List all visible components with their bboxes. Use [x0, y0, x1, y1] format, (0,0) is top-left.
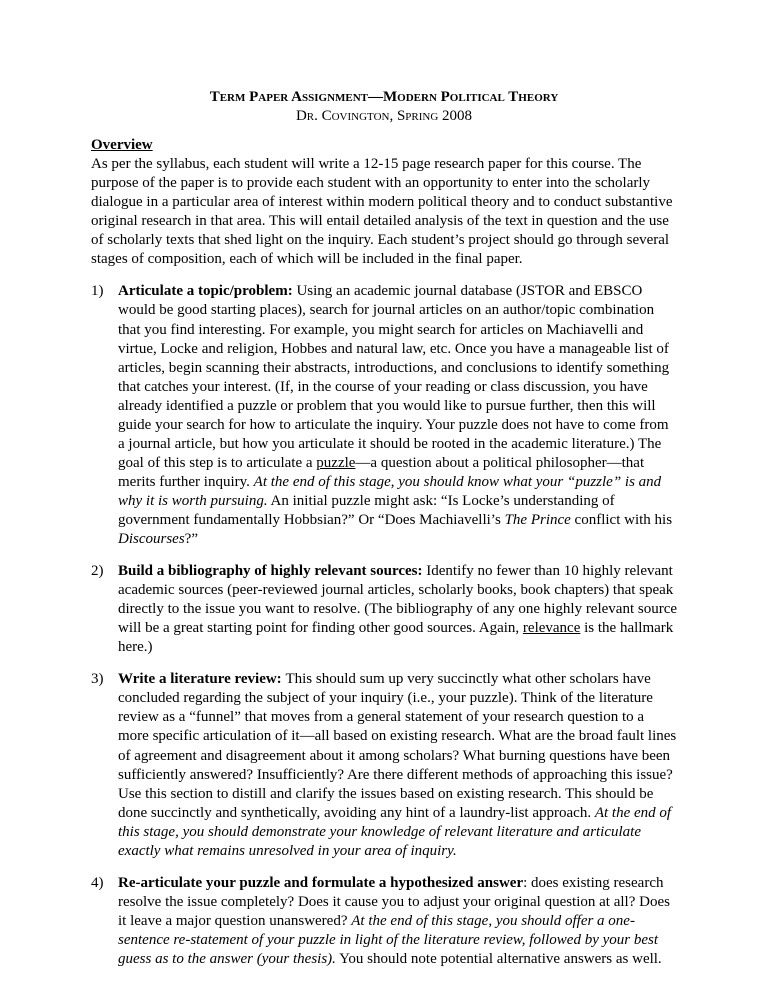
- text-run: You should note potential alternative answers as well.: [335, 950, 662, 967]
- text-run: is the hallmark here.): [118, 620, 674, 656]
- text-run: Re-articulate your puzzle and formulate a hypothesized answer: [118, 874, 524, 891]
- list-item-number: 4): [91, 874, 104, 891]
- document-subtitle: Dr. Covington, Spring 2008: [295, 108, 473, 125]
- overview-paragraph: As per the syllabus, each student will write a 12-15 page research paper for this course. The purpose of the paper is to provide each student with an opportunity to enter into the scholarly dialogue in a particular area of interest within modern political theory and to conduct substantive original research in that area. This will entail detailed analysis of the text in question and the use of scholarly texts that shed light on the inquiry. Each student’s project should go through several stages of composition, each of which will be included in the final paper.: [91, 156, 673, 268]
- list-item-number: 3): [91, 671, 104, 688]
- list-item-3: [91, 670, 677, 860]
- text-run: —a question about a political philosopher—that merits further inquiry.: [118, 454, 645, 490]
- text-run: : does existing research resolve the issue completely? Does it cause you to adjust your original question at all? Does it leave a major question unanswered?: [118, 874, 670, 929]
- list-item-number: 2): [91, 563, 104, 580]
- text-run: Articulate a topic/problem:: [118, 283, 297, 300]
- list-item-text: [118, 874, 677, 969]
- text-run: At the end of this stage, you should offer a one-sentence re-statement of your puzzle in light of the literature review, followed by your best guess as to the answer (your thesis).: [118, 912, 659, 967]
- text-run: Write a literature review:: [118, 671, 286, 688]
- text-run: relevance: [522, 620, 581, 637]
- text-run: Using an academic journal database (JSTOR and EBSCO would be good starting places), search for journal articles on an author/topic combination that you find interesting. For example, you might search for articles on Machiavelli and virtue, Locke and religion, Hobbes and natural law, etc. Once you have a manageable list of articles, begin scanning their abstracts, introductions, and conclusions to identify something that catches your interest. (If, in the course of your reading or class discussion, you have already identified a puzzle or problem that you would like to pursue further, then this will guide your search for how to articulate the inquiry. Your puzzle does not have to come from a journal article, but how you articulate it should be rooted in the academic literature.) The goal of this step is to articulate a: [118, 283, 670, 471]
- list-item-number: 1): [91, 283, 104, 300]
- text-run: puzzle: [316, 454, 356, 471]
- text-run: Discourses: [118, 531, 185, 548]
- text-run: ?”: [184, 531, 198, 548]
- text-run: conflict with his: [570, 511, 673, 528]
- text-run: This should sum up very succinctly what other scholars have concluded regarding the subject of your inquiry (i.e., your puzzle). Think of the literature review as a “funnel” that moves from a general statement of your research question to a more specific articulation of it—all based on existing research. What are the broad fault lines of agreement and disagreement about it among scholars? What burning questions have been sufficiently answered? Insufficiently? Are there different methods of approaching this issue? Use this section to distill and clarify the issues based on existing research. This should be done succinctly and synthetically, avoiding any hint of a laundry-list approach.: [118, 671, 677, 821]
- document-title: Term Paper Assignment—Modern Political Theory: [209, 89, 559, 105]
- list-item-2: [91, 562, 677, 657]
- overview-heading-text: Overview: [91, 137, 153, 154]
- text-run: At the end of this stage, you should know what your “puzzle” is and why it is worth pursuing.: [118, 473, 662, 509]
- list-item-1: [91, 282, 677, 549]
- text-run: At the end of this stage, you should demonstrate your knowledge of relevant literature and articulate exactly what remains unresolved in your area of inquiry.: [118, 804, 672, 859]
- text-run: An initial puzzle might ask: “Is Locke’s understanding of government fundamentally Hobbsian?” Or “Does Machiavelli’s: [118, 492, 615, 528]
- assignment-steps-list: [91, 282, 677, 969]
- text-run: Build a bibliography of highly relevant sources:: [118, 563, 427, 580]
- list-item-text: [118, 282, 677, 549]
- text-run: The Prince: [504, 511, 571, 528]
- list-item-text: [118, 670, 677, 860]
- overview-heading: [91, 136, 677, 155]
- list-item-text: [118, 562, 677, 657]
- text-run: Identify no fewer than 10 highly relevant academic sources (peer-reviewed journal articles, scholarly books, book chapters) that speak directly to the issue you want to resolve. (The bibliography of any one highly relevant source will be a great starting point for finding other good sources. Again,: [118, 563, 678, 637]
- list-item-4: [91, 874, 677, 969]
